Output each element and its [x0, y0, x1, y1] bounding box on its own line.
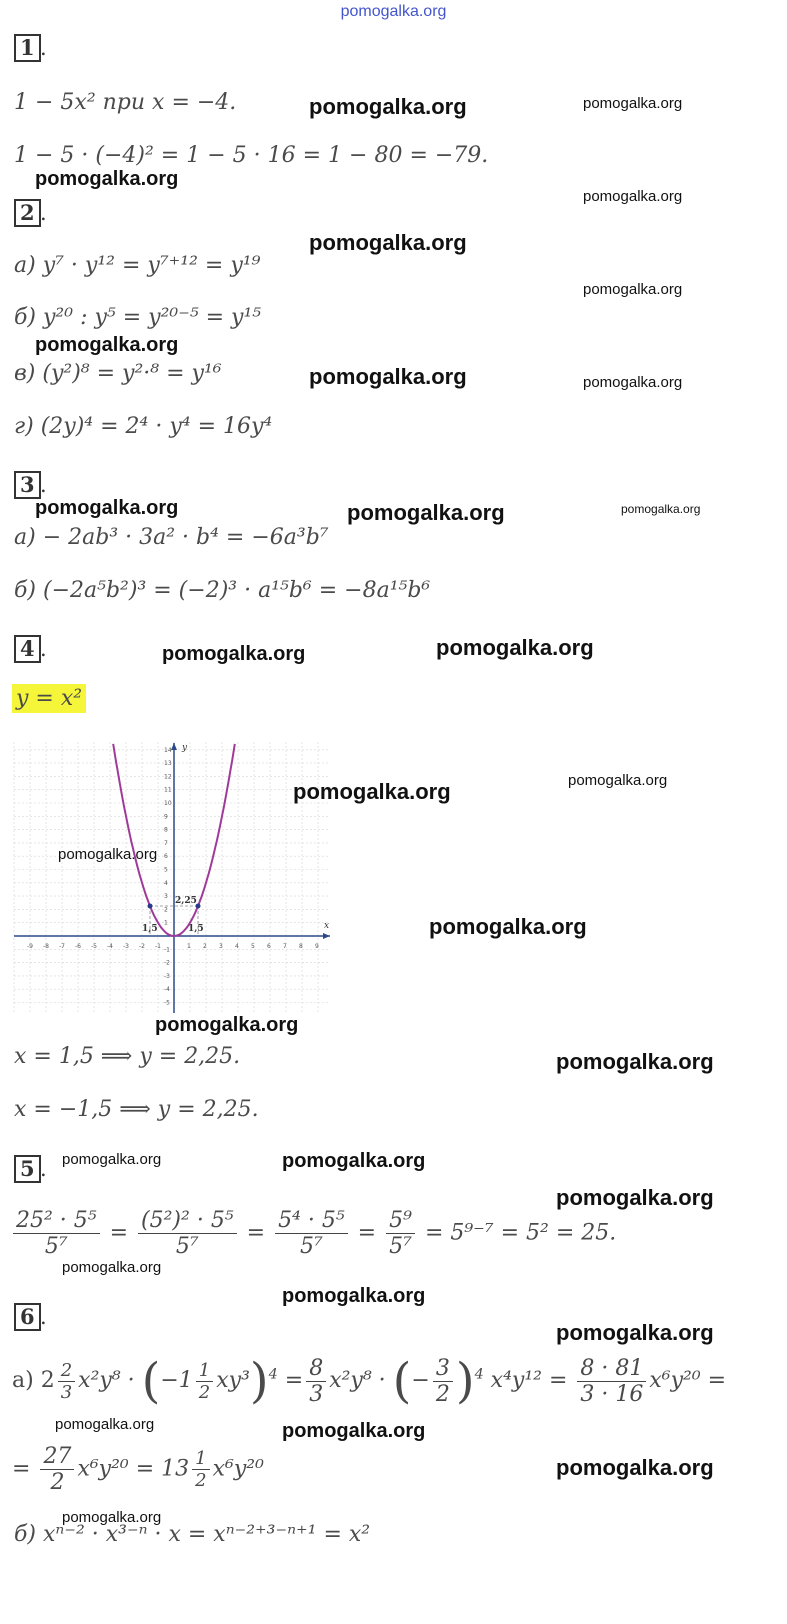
x-tick-label: 8 — [299, 943, 303, 950]
task-number-2: 2 — [14, 199, 41, 227]
task-number-1: 1 — [14, 34, 41, 62]
watermark: pomogalka.org — [162, 643, 306, 665]
y-tick-label: 12 — [164, 773, 172, 781]
task4-result-2: x = −1,5 ⟹ y = 2,25. — [14, 1097, 259, 1122]
task-number-5: 5 — [14, 1155, 41, 1183]
x-tick-label: -6 — [75, 943, 81, 950]
label-pos-1-5: 1,5 — [188, 924, 204, 934]
x-tick-label: 4 — [235, 943, 239, 950]
watermark: pomogalka.org — [556, 1455, 714, 1480]
task1-solution: 1 − 5 · (−4)² = 1 − 5 · 16 = 1 − 80 = −79. — [14, 143, 489, 168]
label-2-25: 2,25 — [175, 896, 197, 906]
y-tick-label: 2 — [164, 906, 168, 914]
watermark: pomogalka.org — [583, 188, 683, 205]
task-number-4: 4 — [14, 635, 41, 663]
task1-condition: 1 − 5x² при x = −4. — [14, 90, 237, 115]
y-axis-label: y — [182, 743, 188, 753]
watermark: pomogalka.org — [436, 635, 594, 660]
y-axis-arrow — [171, 743, 177, 750]
task6-a-line1: а) 2 $\frac{2}{3}$ x²y⁸ · (−1 $\frac{1}{2}$ xy³)$^4$ = $\frac{8}{3}$ x²y⁸ · (− $\frac{3}{2}$ )$^4$ x⁴y¹² = $\frac{8 \cdot 81}{3 \cdot 16}$ x⁶y²⁰ = — [12, 1353, 727, 1409]
y-tick-label: 6 — [164, 853, 168, 861]
graph-grid — [14, 742, 330, 1013]
x-axis-label: x — [324, 921, 330, 931]
y-tick-label: 8 — [164, 826, 168, 834]
watermark: pomogalka.org — [621, 502, 701, 516]
watermark: pomogalka.org — [429, 914, 587, 939]
task2-b: б) y²⁰ : y⁵ = y²⁰⁻⁵ = y¹⁵ — [14, 305, 262, 330]
task6-b: б) xⁿ⁻² · x³⁻ⁿ · x = xⁿ⁻²⁺³⁻ⁿ⁺¹ = x² — [14, 1522, 371, 1547]
watermark: pomogalka.org — [568, 772, 668, 789]
x-tick-label: -3 — [123, 943, 129, 950]
watermark: pomogalka.org — [293, 779, 451, 804]
watermark: pomogalka.org — [282, 1150, 426, 1172]
y-tick-label: 11 — [164, 786, 172, 794]
x-tick-label: -5 — [91, 943, 97, 950]
y-tick-label: -3 — [164, 972, 170, 980]
y-tick-label: 10 — [164, 800, 172, 807]
task3-a: а) − 2ab³ · 3a² · b⁴ = −6a³b⁷ — [14, 525, 329, 550]
x-tick-label: -4 — [107, 943, 113, 950]
watermark: pomogalka.org — [556, 1320, 714, 1345]
watermark: pomogalka.org — [282, 1420, 426, 1442]
y-tick-label: -4 — [164, 986, 170, 994]
task-dot: . — [40, 201, 47, 225]
watermark: pomogalka.org — [35, 497, 179, 519]
task2-g: г) (2y)⁴ = 2⁴ · y⁴ = 16y⁴ — [14, 414, 273, 439]
y-tick-label: 1 — [164, 919, 168, 927]
watermark: pomogalka.org — [309, 364, 467, 389]
label-neg-1-5: 1,5 — [142, 924, 158, 934]
watermark: pomogalka.org — [62, 1259, 162, 1276]
x-tick-label: 6 — [267, 943, 271, 950]
x-tick-label: 1 — [187, 943, 191, 950]
watermark: pomogalka.org — [583, 95, 683, 112]
y-tick-label: 9 — [164, 813, 168, 821]
task-dot: . — [40, 637, 47, 661]
watermark: pomogalka.org — [347, 500, 505, 525]
watermark: pomogalka.org — [309, 230, 467, 255]
x-axis-arrow — [323, 933, 330, 939]
point-negative — [148, 904, 153, 909]
watermark: pomogalka.org — [35, 168, 179, 190]
watermark: pomogalka.org — [282, 1285, 426, 1307]
watermark: pomogalka.org — [583, 374, 683, 391]
watermark: pomogalka.org — [62, 1151, 162, 1168]
task-number-3: 3 — [14, 471, 41, 499]
task2-a: а) y⁷ · y¹² = y⁷⁺¹² = y¹⁹ — [14, 253, 261, 278]
watermark: pomogalka.org — [58, 846, 158, 863]
y-tick-label: 13 — [164, 760, 172, 768]
y-tick-label: 7 — [164, 839, 168, 847]
watermark: pomogalka.org — [556, 1049, 714, 1074]
task3-b: б) (−2a⁵b²)³ = (−2)³ · a¹⁵b⁶ = −8a¹⁵b⁶ — [14, 578, 431, 603]
graph-ticks — [27, 747, 319, 1007]
y-tick-label: -2 — [164, 959, 170, 967]
x-tick-label: -9 — [27, 943, 33, 950]
watermark: pomogalka.org — [55, 1416, 155, 1433]
header-watermark: pomogalka.org — [340, 3, 447, 20]
parabola-graph — [12, 740, 334, 1015]
watermark: pomogalka.org — [309, 94, 467, 119]
watermark: pomogalka.org — [62, 1509, 162, 1526]
task-dot: . — [40, 473, 47, 497]
y-tick-label: 4 — [164, 879, 168, 887]
x-tick-label: -8 — [43, 943, 49, 950]
y-tick-label: -1 — [164, 946, 170, 954]
x-tick-label: -2 — [139, 943, 145, 950]
y-tick-label: 5 — [164, 866, 168, 874]
y-tick-label: -5 — [164, 999, 170, 1007]
task-dot: . — [40, 36, 47, 60]
watermark: pomogalka.org — [583, 281, 683, 298]
x-tick-label: 7 — [283, 943, 287, 950]
task-number-6: 6 — [14, 1303, 41, 1331]
x-tick-label: 9 — [315, 943, 319, 950]
task6-a-line2: = $\frac{27}{2}$ x⁶y²⁰ = 13 $\frac{1}{2}$ x⁶y²⁰ — [12, 1444, 264, 1495]
task-dot: . — [40, 1305, 47, 1329]
task4-result-1: x = 1,5 ⟹ y = 2,25. — [14, 1044, 241, 1069]
watermark: pomogalka.org — [35, 334, 179, 356]
y-tick-label: 3 — [164, 893, 168, 901]
watermark: pomogalka.org — [155, 1014, 299, 1036]
watermark: pomogalka.org — [556, 1185, 714, 1210]
task5-expression: $\frac{\text{25² · 5⁵}}{\text{5⁷}}$ = $\frac{\text{(5²)² · 5⁵}}{\text{5⁷}}$ = $\frac{\text{5⁴ · 5⁵}}{\text{5⁷}}$ = $\frac{\text{5⁹}}{\text{5⁷}}$ = 5⁹⁻⁷ = 5² = 25. — [10, 1208, 616, 1259]
x-tick-label: -1 — [155, 943, 161, 950]
y-tick-label: 14 — [164, 746, 172, 754]
task2-v: в) (y²)⁸ = y²·⁸ = y¹⁶ — [14, 361, 222, 386]
x-tick-label: 3 — [219, 943, 223, 950]
x-tick-label: 5 — [251, 943, 255, 950]
x-tick-label: 2 — [203, 943, 207, 950]
task-dot: . — [40, 1157, 47, 1181]
task4-function: y = x² — [12, 686, 86, 711]
x-tick-label: -7 — [59, 943, 65, 950]
